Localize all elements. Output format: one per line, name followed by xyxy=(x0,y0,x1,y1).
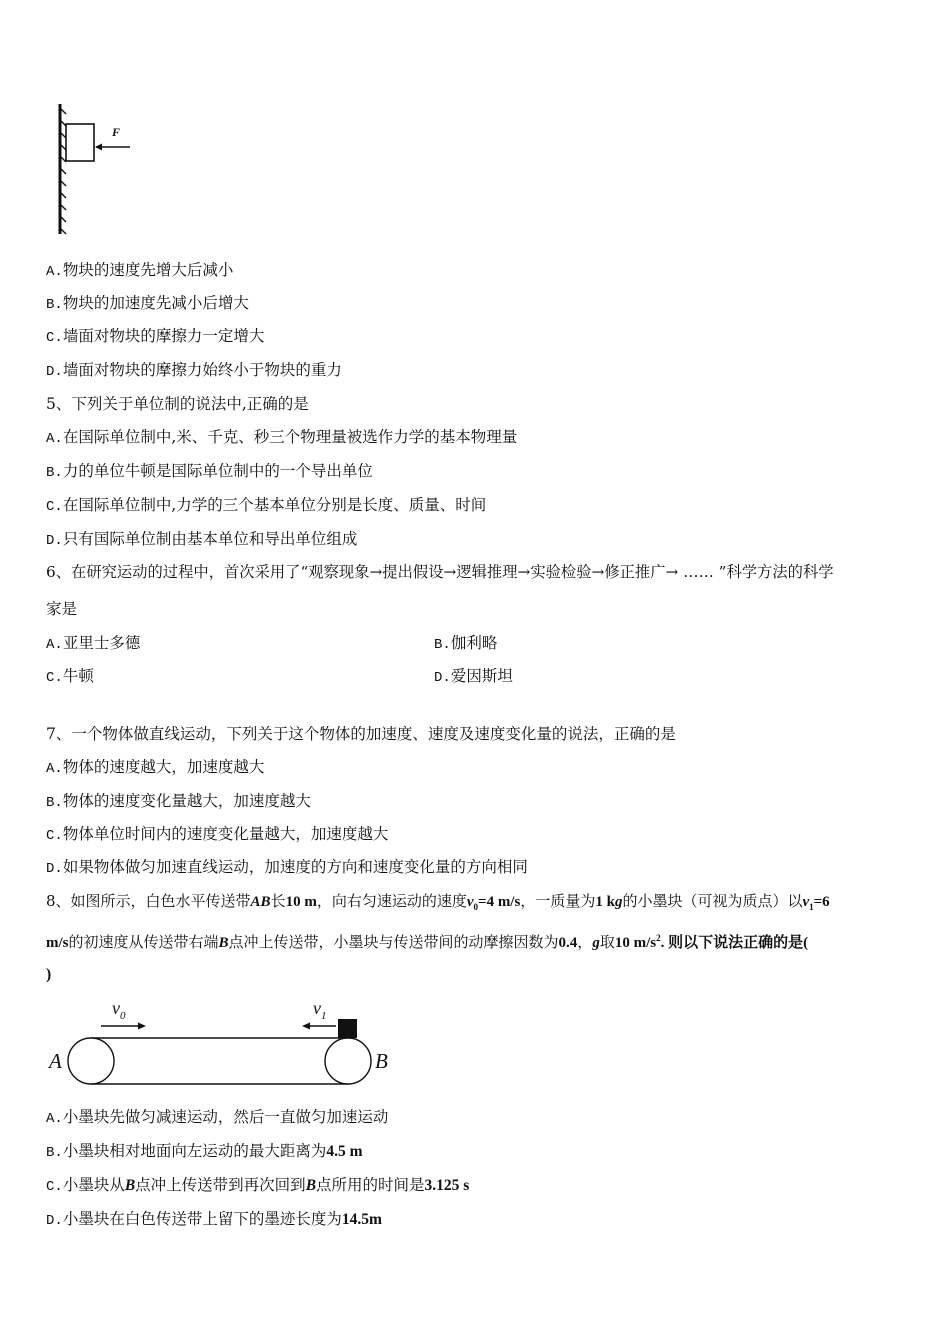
q8-text: 的初速度从传送带右端 xyxy=(68,933,219,951)
point-a-label: A xyxy=(49,1049,62,1073)
option-text: 点冲上传送带到再次回到 xyxy=(135,1176,306,1194)
option-letter: C. xyxy=(46,1179,63,1195)
option-letter: A. xyxy=(46,761,63,777)
option-letter: C. xyxy=(46,828,63,844)
q8-text: 长 xyxy=(270,892,286,910)
option-text: 小墨块先做匀减速运动，然后一直做匀加速运动 xyxy=(62,1108,389,1126)
option-math: B xyxy=(124,1177,136,1194)
option-text: 伽利略 xyxy=(450,634,498,652)
left-pulley xyxy=(68,1038,114,1084)
q7-option-b xyxy=(46,791,311,813)
v0-arrow xyxy=(101,1023,146,1030)
q7-option-a xyxy=(46,757,264,779)
option-letter: D. xyxy=(46,364,63,380)
option-text: 墙面对物块的摩擦力始终小于物块的重力 xyxy=(62,361,342,379)
option-letter: D. xyxy=(434,670,451,686)
option-letter: C. xyxy=(46,499,63,515)
ink-block xyxy=(338,1019,357,1038)
q5-option-b xyxy=(46,461,373,483)
point-b-label: B xyxy=(375,1049,388,1073)
option-letter: B. xyxy=(46,795,63,811)
q8-math: 1 k xyxy=(595,894,615,910)
q8-math: =4 m/s xyxy=(478,894,521,910)
q6-option-d xyxy=(434,666,513,688)
option-text: 牛顿 xyxy=(62,667,94,685)
q8-math: m/s xyxy=(46,935,69,951)
v1-arrow xyxy=(302,1023,336,1030)
option-letter: B. xyxy=(46,465,63,481)
q8-text: 的小墨块（可视为质点）以 xyxy=(622,892,803,910)
option-text: 爱因斯坦 xyxy=(450,667,513,685)
q5-option-c xyxy=(46,495,486,517)
option-text: 力的单位牛顿是国际单位制中的一个导出单位 xyxy=(62,462,373,480)
q4-option-b xyxy=(46,293,249,315)
option-text: 如果物体做匀加速直线运动，加速度的方向和速度变化量的方向相同 xyxy=(62,858,528,876)
option-text: 物体单位时间内的速度变化量越大，加速度越大 xyxy=(62,825,389,843)
q7-stem: 7、一个物体做直线运动，下列关于这个物体的加速度、速度及速度变化量的说法，正确的是 xyxy=(46,725,676,743)
option-letter: D. xyxy=(46,533,63,549)
q8-text: ，向右匀速运动的速度 xyxy=(316,892,467,910)
q8-math: 10 m/s xyxy=(614,935,657,951)
option-text: 物块的速度先增大后减小 xyxy=(62,261,234,279)
q6-stem-line1: 6、在研究运动的过程中，首次采用了“观察现象→提出假设→逻辑推理→实验检验→修正推广→ …… ”科学方法的科学 xyxy=(46,563,834,581)
option-text: 物块的加速度先减小后增大 xyxy=(62,294,249,312)
option-letter: A. xyxy=(46,637,63,653)
option-text: 点所用的时间是 xyxy=(316,1176,425,1194)
wall xyxy=(60,104,66,234)
block xyxy=(66,124,94,161)
option-letter: B. xyxy=(434,637,451,653)
option-text: 在国际单位制中,力学的三个基本单位分别是长度、质量、时间 xyxy=(62,496,487,514)
belt xyxy=(91,1038,348,1084)
v0-label: $v_0$ xyxy=(112,998,126,1022)
option-value: 4.5 m xyxy=(326,1143,363,1160)
option-letter: C. xyxy=(46,330,63,346)
q8-text: 8、如图所示，白色水平传送带 xyxy=(46,892,251,910)
q8-subscript: 0 xyxy=(473,902,479,912)
option-text: 小墨块相对地面向左运动的最大距离为 xyxy=(62,1142,327,1160)
q4-option-a xyxy=(46,260,233,282)
right-pulley xyxy=(325,1038,371,1084)
q8-text: ，一质量为 xyxy=(520,892,596,910)
option-math: B xyxy=(305,1177,317,1194)
q5-option-d xyxy=(46,529,357,551)
option-value: 3.125 s xyxy=(424,1177,470,1194)
q4-option-d xyxy=(46,360,342,382)
option-text: 小墨块在白色传送带上留下的墨迹长度为 xyxy=(62,1210,342,1228)
q6-stem-line2: 家是 xyxy=(46,600,78,618)
option-letter: A. xyxy=(46,431,63,447)
v1-label: $v_1$ xyxy=(313,998,327,1022)
q8-text: 取 xyxy=(599,933,615,951)
q8-option-b xyxy=(46,1141,363,1163)
q8-math: 0.4 xyxy=(558,935,578,951)
q7-option-c xyxy=(46,824,388,846)
q8-stem-line1 xyxy=(46,891,830,917)
option-letter: A. xyxy=(46,264,63,280)
q8-math: v xyxy=(802,894,810,910)
q8-math: g xyxy=(614,894,623,910)
option-letter: A. xyxy=(46,1111,63,1127)
q8-math: 10 m xyxy=(285,894,317,910)
q8-stem-line2 xyxy=(46,928,808,953)
q8-option-c xyxy=(46,1175,469,1197)
conveyor-belt-diagram xyxy=(46,993,406,1093)
option-letter: D. xyxy=(46,1213,63,1229)
option-letter: D. xyxy=(46,861,63,877)
option-text: 在国际单位制中,米、千克、秒三个物理量被选作力学的基本物理量 xyxy=(62,428,518,446)
q8-stem-line3: ) xyxy=(46,966,52,983)
wall-force-diagram xyxy=(40,96,150,241)
q6-option-b xyxy=(434,633,497,655)
option-text: 物体的速度变化量越大，加速度越大 xyxy=(62,792,311,810)
option-text: 物体的速度越大，加速度越大 xyxy=(62,758,265,776)
q8-option-a xyxy=(46,1107,388,1129)
option-letter: B. xyxy=(46,1145,63,1161)
option-value: 14.5m xyxy=(341,1211,382,1228)
q8-text: . 则以下说法正确的是( xyxy=(660,935,809,951)
q7-option-d xyxy=(46,857,528,879)
q8-math: B xyxy=(218,935,229,951)
q8-math: AB xyxy=(250,894,271,910)
q8-text: ， xyxy=(577,933,593,951)
option-letter: B. xyxy=(46,297,63,313)
q5-option-a xyxy=(46,427,517,449)
option-text: 墙面对物块的摩擦力一定增大 xyxy=(62,327,265,345)
q6-option-a xyxy=(46,633,140,655)
q8-superscript: 2 xyxy=(656,933,661,943)
q8-text: 点冲上传送带，小墨块与传送带间的动摩擦因数为 xyxy=(228,933,559,951)
option-text: 只有国际单位制由基本单位和导出单位组成 xyxy=(62,530,358,548)
q8-math: g xyxy=(592,935,600,951)
option-letter: C. xyxy=(46,670,63,686)
q8-math: =6 xyxy=(813,894,830,910)
q8-math: v xyxy=(466,894,474,910)
force-label: F xyxy=(112,125,121,139)
q6-option-c xyxy=(46,666,94,688)
q8-subscript: 1 xyxy=(809,902,814,912)
option-text: 亚里士多德 xyxy=(62,634,141,652)
q8-option-d xyxy=(46,1209,382,1231)
force-arrow xyxy=(95,144,130,151)
q5-stem: 5、下列关于单位制的说法中,正确的是 xyxy=(46,395,309,413)
option-text: 小墨块从 xyxy=(62,1176,125,1194)
q4-option-c xyxy=(46,326,264,348)
